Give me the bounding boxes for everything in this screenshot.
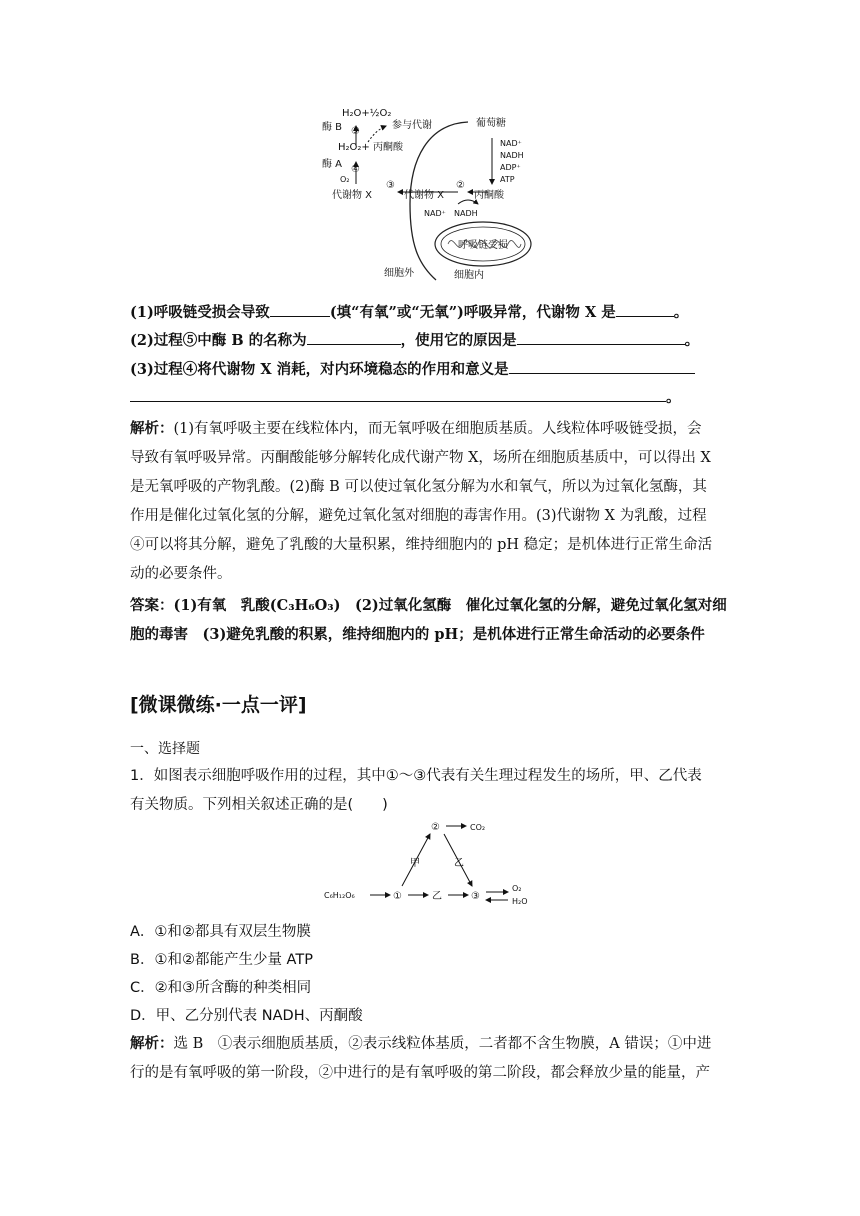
chain-damaged-label: 呼吸链受损 (458, 240, 508, 251)
metabolite-x-inside: 代谢物 X (404, 190, 445, 201)
respiration-pathway-figure (324, 818, 540, 910)
outside-label: 细胞外 (384, 268, 414, 279)
inside-label: 细胞内 (454, 270, 484, 281)
question-2 (130, 328, 740, 354)
question-3 (130, 357, 740, 383)
cell-membrane (410, 122, 468, 280)
option-b[interactable]: B．①和②都能产生少量 ATP (130, 952, 313, 968)
analysis-row: 作用是催化过氧化氢的分解，避免过氧化氢对细胞的毒害作用。(3)代谢物 X 为乳酸，过程 (130, 508, 707, 524)
section-title: [微课微练·一点一评] (130, 694, 307, 716)
substance-yi-bottom: 乙 (432, 891, 442, 902)
nad-label-2: NAD⁺ (424, 209, 446, 218)
q2-blank-1[interactable] (307, 329, 401, 345)
subsection-title: 一、选择题 (130, 741, 200, 757)
q3-blank-1[interactable] (509, 358, 695, 374)
glucose-label: 葡萄糖 (476, 118, 506, 129)
option-d[interactable]: D．甲、乙分别代表 NADH、丙酮酸 (130, 1008, 363, 1024)
o2-label: O₂ (340, 175, 350, 184)
answer-row: 胞的毒害 (3)避免乳酸的积累，维持细胞内的 pH；是机体进行正常生命活动的必要条件 (130, 626, 705, 643)
step5-marker: ⑤ (351, 126, 360, 137)
enzyme-a-label: 酶 A (322, 159, 343, 170)
answer-label: 答案： (130, 597, 174, 614)
q1-text-b: (填“有氧”或“无氧”)呼吸异常，代谢物 X 是 (329, 304, 616, 321)
option-a[interactable]: A．①和②都具有双层生物膜 (130, 924, 311, 940)
adp-label: ADP⁺ (500, 163, 521, 172)
h2o-half-o2-label: H₂O+½O₂ (342, 108, 392, 119)
site-1: ① (393, 891, 402, 902)
h2o-product: H₂O (512, 897, 528, 906)
o2-product: O₂ (512, 884, 522, 893)
q2-text-a: (2)过程⑤中酶 B 的名称为 (130, 332, 307, 349)
step2-marker: ② (456, 180, 465, 191)
substance-jia: 甲 (410, 858, 420, 869)
analysis2-row: 选 B ①表示细胞质基质，②表示线粒体基质，二者都不含生物膜，A 错误；①中进 (173, 1036, 712, 1052)
analysis-row: 导致有氧呼吸异常。丙酮酸能够分解转化成代谢产物 X，场所在细胞质基质中，可以得出 X (130, 450, 711, 466)
analysis2-label: 解析： (130, 1036, 174, 1052)
question-3-cont (130, 385, 740, 411)
analysis-row: (1)有氧呼吸主要在线粒体内，而无氧呼吸在细胞质基质。人线粒体呼吸链受损，会 (173, 421, 702, 437)
q1-blank-2[interactable] (616, 301, 674, 317)
analysis-row: ④可以将其分解，避免了乳酸的大量积累，维持细胞内的 pH 稳定；是机体进行正常生命活 (130, 537, 713, 553)
answer-row: (1)有氧 乳酸(C₃H₆O₃) (2)过氧化氢酶 催化过氧化氢的分解，避免过氧化氢对细 (173, 597, 727, 614)
glucose-formula: C₆H₁₂O₆ (324, 891, 355, 900)
analysis2-row: 行的是有氧呼吸的第一阶段，②中进行的是有氧呼吸的第二阶段，都会释放少量的能量，产 (130, 1065, 710, 1081)
nadh-label-2: NADH (454, 209, 478, 218)
site-3: ③ (471, 891, 480, 902)
q3-text-a: (3)过程④将代谢物 X 消耗，对内环境稳态的作用和意义是 (130, 361, 509, 378)
substance-yi-top: 乙 (454, 858, 464, 869)
q2-blank-2[interactable] (517, 329, 685, 345)
h2o2-pyruvate-label: H₂O₂+ 丙酮酸 (338, 142, 403, 153)
pyruvate-label: 丙酮酸 (474, 190, 504, 201)
co2-product: CO₂ (470, 823, 486, 832)
q2-text-b: ，使用它的原因是 (400, 332, 517, 349)
participate-label: 参与代谢 (392, 120, 432, 131)
q2-text-c: 。 (684, 332, 700, 349)
analysis2-block (130, 1030, 735, 1088)
nad-label: NAD⁺ (500, 139, 522, 148)
enzyme-b-label: 酶 B (322, 122, 343, 133)
site-2: ② (431, 822, 440, 833)
question-stem (130, 762, 735, 820)
step3-marker: ③ (386, 180, 395, 191)
q3-blank-2[interactable] (130, 386, 666, 402)
cell-respiration-figure (318, 104, 548, 284)
step4-marker: ④ (351, 164, 360, 175)
atp-label: ATP (500, 175, 515, 184)
analysis-label: 解析： (130, 420, 174, 437)
analysis-row: 是无氧呼吸的产物乳酸。(2)酶 B 可以使过氧化氢分解为水和氧气，所以为过氧化氢酶，其 (130, 479, 707, 495)
metabolite-x-outside: 代谢物 X (332, 190, 373, 201)
question-stem-row: 有关物质。下列相关叙述正确的是( ) (130, 797, 388, 813)
q1-text-c: 。 (673, 304, 689, 321)
q1-text-a: (1)呼吸链受损会导致 (130, 304, 270, 321)
nadh-label: NADH (500, 151, 524, 160)
option-c[interactable]: C．②和③所含酶的种类相同 (130, 980, 312, 996)
q1-blank-1[interactable] (270, 301, 330, 317)
question-1 (130, 300, 740, 326)
analysis-block (130, 414, 735, 589)
answer-block (130, 591, 735, 649)
analysis-row: 动的必要条件。 (130, 566, 232, 582)
question-stem-row: 1．如图表示细胞呼吸作用的过程，其中①～③代表有关生理过程发生的场所，甲、乙代表 (130, 768, 702, 784)
q3-text-c: 。 (666, 389, 681, 406)
